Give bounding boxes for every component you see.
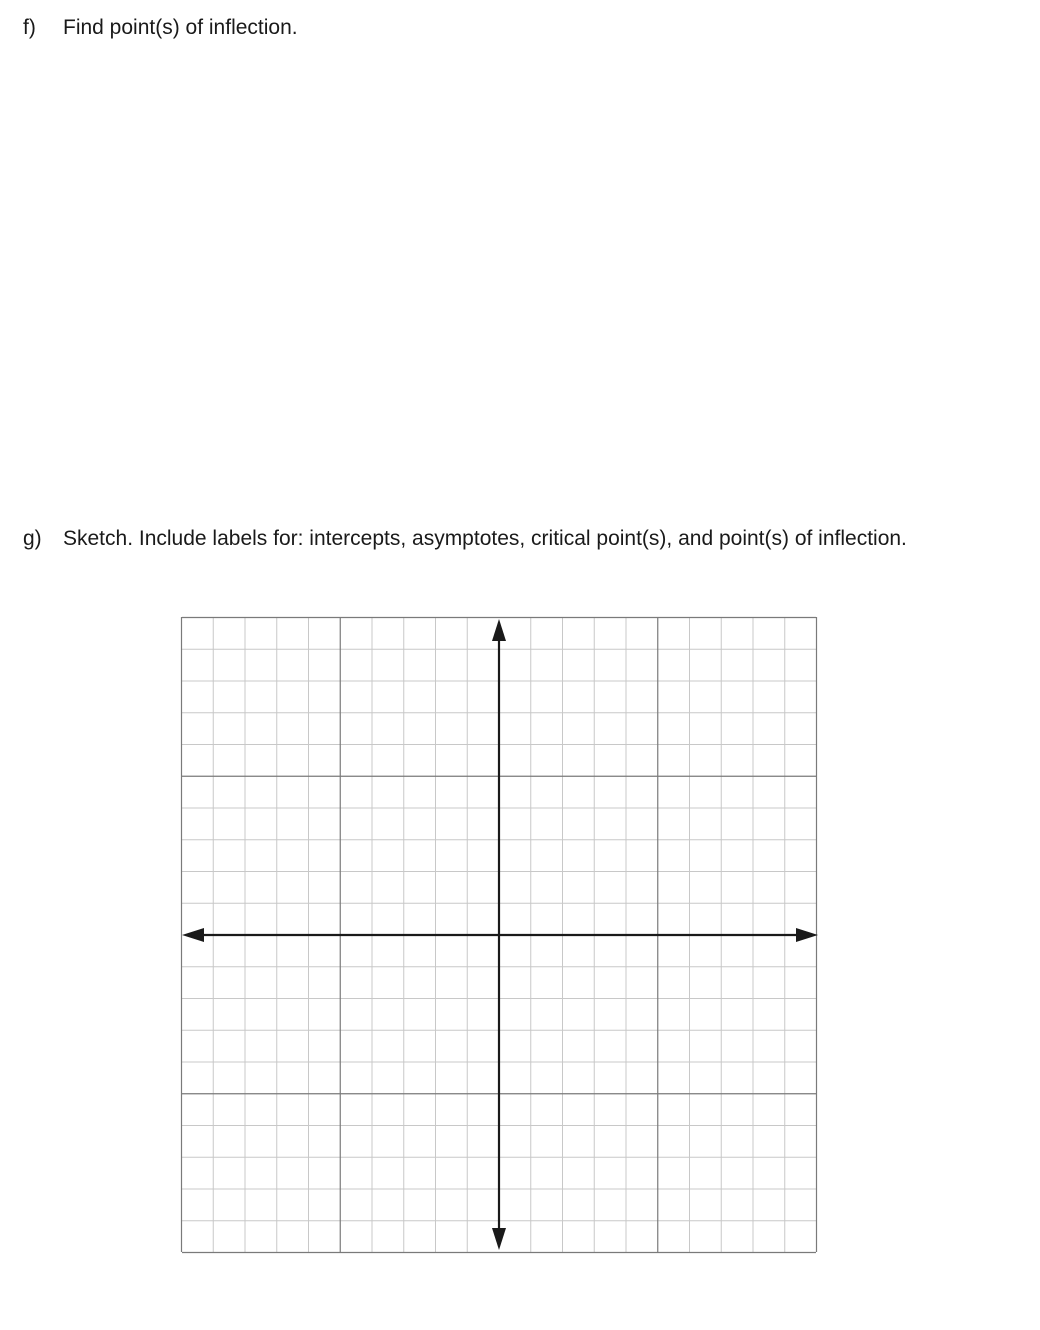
x-axis-left-arrow-icon [182,928,204,942]
y-axis-down-arrow-icon [492,1228,506,1250]
question-f-text: Find point(s) of inflection. [63,16,298,39]
y-axis-up-arrow-icon [492,619,506,641]
axes [182,619,818,1250]
question-g-label: g) [23,527,42,550]
question-g-text: Sketch. Include labels for: intercepts, asymptotes, critical point(s), and point(s) of inflection. [63,527,907,550]
question-f-label: f) [23,16,36,39]
x-axis-right-arrow-icon [796,928,818,942]
